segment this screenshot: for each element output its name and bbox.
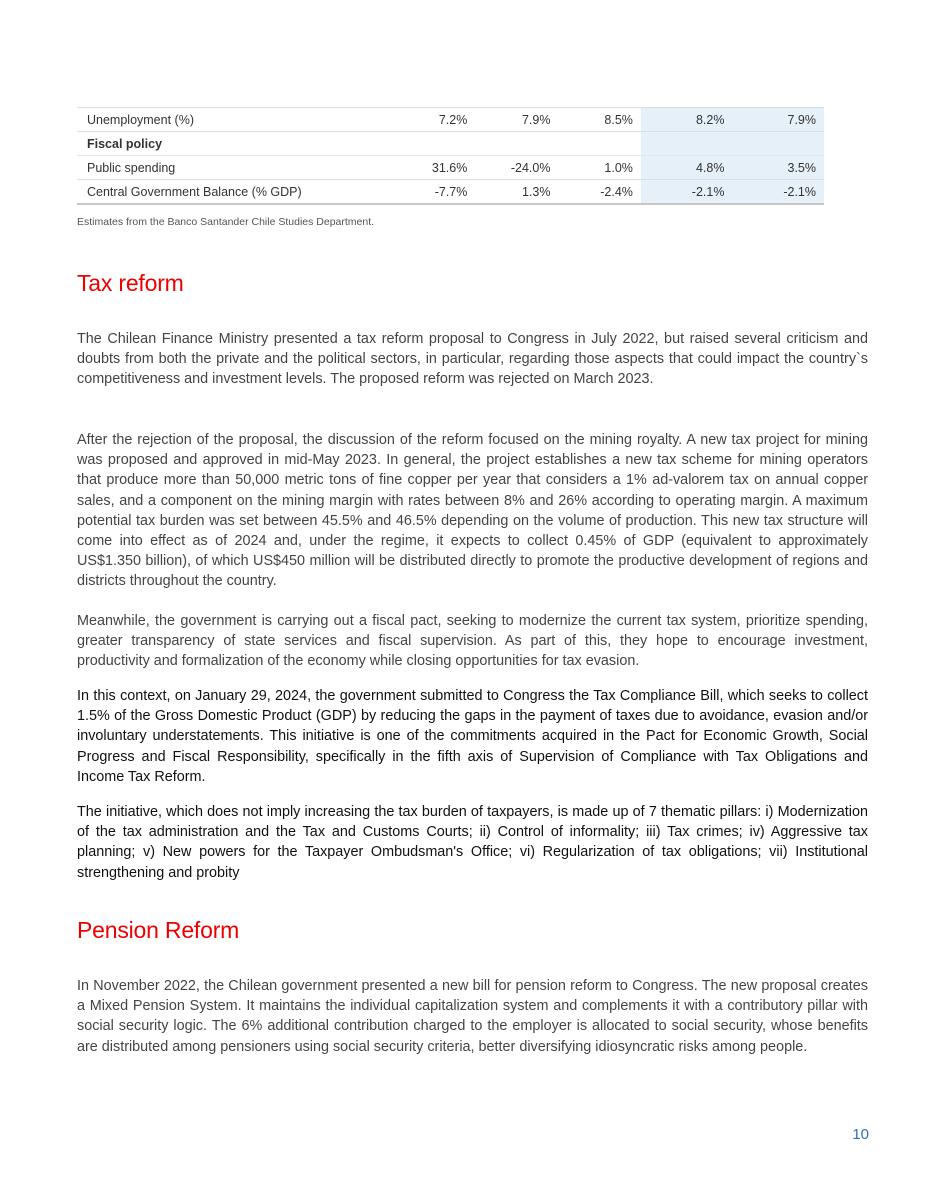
estimate-cell: 4.8%: [641, 156, 733, 180]
paragraph: Meanwhile, the government is carrying out a fiscal pact, seeking to modernize the current tax system, prioritize spending, greater transparency of state services and fiscal supervision. As part of this, they hope to encourage investment, productivity and formalization of the economy while closing opportunities for tax evasion.: [77, 613, 868, 670]
paragraph: In this context, on January 29, 2024, the government submitted to Congress the Tax Compliance Bill, which seeks to collect 1.5% of the Gross Domestic Product (GDP) by reducing the gaps in the payment of taxes due to avoidance, evasion and/or involuntary understatements. This initiative is one of the commitments acquired in the Pact for Economic Growth, Social Progress and Fiscal Responsibility, specifically in the fifth axis of Supervision of Compliance with Tax Obligations and Income Tax Reform.: [77, 688, 868, 785]
row-label: Unemployment (%): [77, 108, 393, 132]
section-heading-tax-reform: Tax reform: [77, 270, 184, 296]
cell: 31.6%: [393, 156, 476, 180]
table-row: [77, 156, 824, 180]
cell: 7.2%: [393, 108, 476, 132]
cell: 1.0%: [558, 156, 640, 180]
paragraph: The initiative, which does not imply increasing the tax burden of taxpayers, is made up of 7 thematic pillars: i) Modernization of the tax administration and the Tax and Customs Courts; ii) Control of informality; iii) Tax crimes; iv) Aggressive tax planning; v) New powers for the Taxpayer Ombudsman's Office; vi) Regularization of tax obligations; vii) Institutional strengthening and probity: [77, 804, 868, 881]
cell: 7.9%: [475, 108, 558, 132]
section-heading-pension-reform: Pension Reform: [77, 917, 240, 943]
cell: -2.4%: [558, 180, 640, 205]
section-label: Fiscal policy: [77, 132, 393, 156]
cell: 1.3%: [475, 180, 558, 205]
estimate-cell: 7.9%: [732, 108, 824, 132]
macro-table: [77, 107, 824, 205]
table-row: [77, 108, 824, 132]
paragraph: After the rejection of the proposal, the discussion of the reform focused on the mining royalty. A new tax project for mining was proposed and approved in mid-May 2023. In general, the project establishes a new tax scheme for mining operators that produce more than 50,000 metric tons of fine copper per year that considers a 1% ad-valorem tax on annual copper sales, and a component on the mining margin with rates between 8% and 26% according to operating margin. A maximum potential tax burden was set between 45.5% and 46.5% depending on the volume of production. This new tax structure will come into effect as of 2024 and, under the regime, it expects to collect 0.45% of GDP (equivalent to approximately US$1.350 billion), of which US$450 million will be distributed directly to promote the productive development of regions and districts throughout the country.: [77, 432, 868, 590]
cell: -24.0%: [475, 156, 558, 180]
paragraph: The Chilean Finance Ministry presented a tax reform proposal to Congress in July 2022, but raised several criticism and doubts from both the private and the political sectors, in particular, regarding those aspects that could impact the country`s competitiveness and investment levels. The proposed reform was rejected on March 2023.: [77, 331, 868, 388]
row-label: Central Government Balance (% GDP): [77, 180, 393, 205]
cell: 8.5%: [558, 108, 640, 132]
estimate-cell: -2.1%: [732, 180, 824, 205]
row-label: Public spending: [77, 156, 393, 180]
table-row: [77, 180, 824, 205]
estimate-cell: -2.1%: [641, 180, 733, 205]
table-source-note: Estimates from the Banco Santander Chile Studies Department.: [77, 216, 375, 228]
cell: -7.7%: [393, 180, 476, 205]
estimate-cell: 3.5%: [732, 156, 824, 180]
table-section-row: [77, 132, 824, 156]
page-number: 10: [852, 1126, 869, 1143]
paragraph: In November 2022, the Chilean government presented a new bill for pension reform to Congress. The new proposal creates a Mixed Pension System. It maintains the individual capitalization system and complements it with a contributory pillar with social security logic. The 6% additional contribution charged to the employer is allocated to social security, whose benefits are distributed among pensioners using social security criteria, better diversifying idiosyncratic risks among people.: [77, 978, 868, 1055]
estimate-cell: 8.2%: [641, 108, 733, 132]
